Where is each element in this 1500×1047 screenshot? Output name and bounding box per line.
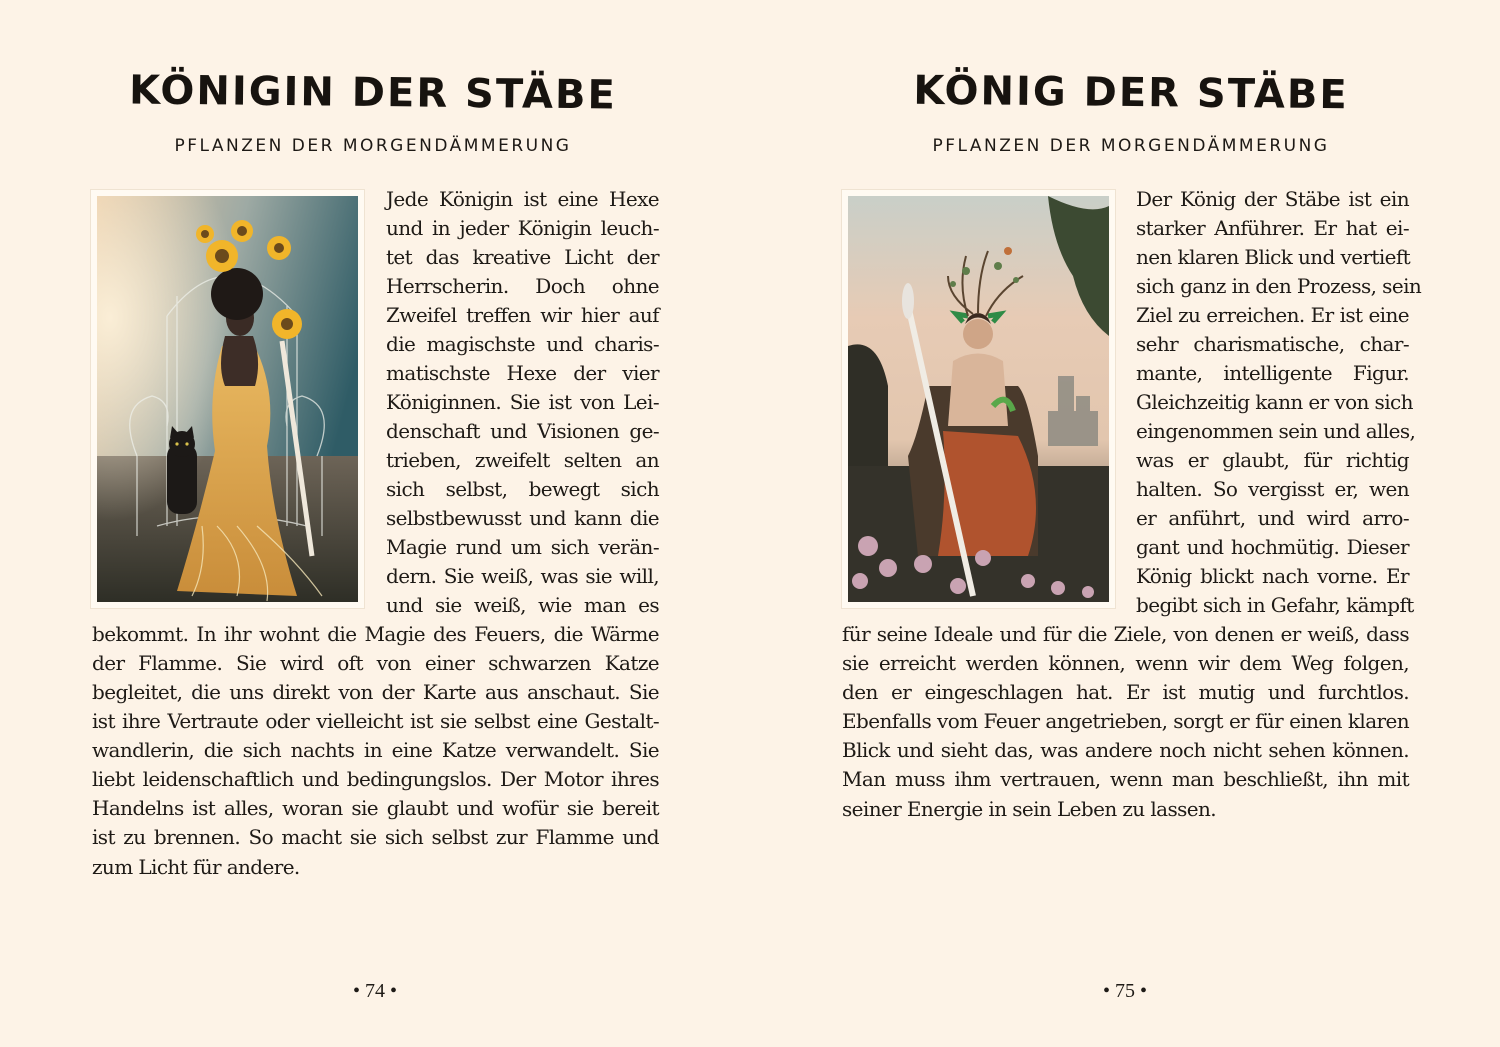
body-text-line: sich selbst, bewegt sich: [386, 477, 659, 501]
body-text-line: die magischste und charis-: [386, 332, 659, 356]
tarot-card-queen-of-wands: [91, 190, 364, 608]
body-text-line: den er eingeschlagen hat. Er ist mutig und furchtlos.: [842, 680, 1409, 704]
body-text-line: Ebenfalls vom Feuer angetrieben, sorgt er für einen klaren: [842, 709, 1409, 733]
body-text-line: begibt sich in Gefahr, kämpft: [1136, 593, 1414, 617]
body-text-line: Gleichzeitig kann er von sich: [1136, 390, 1413, 414]
body-text-line: sich ganz in den Prozess, sein: [1136, 274, 1422, 298]
body-text-line: Zweifel treffen wir hier auf: [386, 303, 659, 327]
body-text-line: sehr charismatische, char-: [1136, 332, 1409, 356]
body-text-line: liebt leidenschaftlich und bedingungslos. Der Motor ihres: [92, 767, 659, 791]
tarot-card-king-of-wands: [842, 190, 1115, 608]
body-text-line: nen klaren Blick und vertieft: [1136, 245, 1411, 269]
body-text-line: Magie rund um sich verän-: [386, 535, 659, 559]
body-text-line: für seine Ideale und für die Ziele, von denen er weiß, dass: [842, 622, 1409, 646]
body-text-line: Ziel zu erreichen. Er ist eine: [1136, 303, 1409, 327]
body-text-line: und sie weiß, wie man es: [386, 593, 659, 617]
body-text-line: tet das kreative Licht der: [386, 245, 659, 269]
body-text-line: matischste Hexe der vier: [386, 361, 659, 385]
body-text-line: selbstbewusst und kann die: [386, 506, 659, 530]
body-text-line: gant und hochmütig. Dieser: [1136, 535, 1409, 559]
body-text-line: was er glaubt, für richtig: [1136, 448, 1409, 472]
body-text-line: ist zu brennen. So macht sie sich selbst zur Flamme und: [92, 825, 659, 849]
page-number: • 74 •: [352, 980, 397, 1002]
body-text-line: der Flamme. Sie wird oft von einer schwarzen Katze: [92, 651, 659, 675]
body-text-line: ist ihre Vertraute oder vielleicht ist sie selbst eine Gestalt-: [92, 709, 659, 733]
body-text-line: wandlerin, die sich nachts in eine Katze verwandelt. Sie: [92, 738, 659, 762]
body-text-line: bekommt. In ihr wohnt die Magie des Feuers, die Wärme: [92, 622, 659, 646]
body-text-line: Herrscherin. Doch ohne: [386, 274, 659, 298]
body-text-line: halten. So vergisst er, wen: [1136, 477, 1409, 501]
page-number: • 75 •: [1102, 980, 1147, 1002]
body-text-line: König blickt nach vorne. Er: [1136, 564, 1409, 588]
body-text-line: eingenommen sein und alles,: [1136, 419, 1416, 443]
body-text-line: dern. Sie weiß, was sie will,: [386, 564, 659, 588]
body-text-line: sie erreicht werden können, wenn wir dem Weg folgen,: [842, 651, 1409, 675]
body-text-line: und in jeder Königin leuch-: [386, 216, 659, 240]
body-text-line: seiner Energie in sein Leben zu lassen.: [842, 797, 1217, 821]
body-text-line: Blick und sieht das, was andere noch nicht sehen können.: [842, 738, 1409, 762]
body-text-line: zum Licht für andere.: [92, 855, 300, 879]
king-illustration: [848, 196, 1109, 602]
body-text-line: denschaft und Visionen ge-: [386, 419, 659, 443]
body-text-line: Der König der Stäbe ist ein: [1136, 187, 1409, 211]
body-text-line: starker Anführer. Er hat ei-: [1136, 216, 1409, 240]
queen-illustration: [97, 196, 358, 602]
page-subtitle: PFLANZEN DER MORGENDÄMMERUNG: [174, 136, 572, 156]
card-illustration: [848, 196, 1109, 602]
body-text-line: trieben, zweifelt selten an: [386, 448, 659, 472]
right-page: [750, 0, 1500, 1047]
body-text-line: Jede Königin ist eine Hexe: [386, 187, 659, 211]
body-text-line: Königinnen. Sie ist von Lei-: [386, 390, 659, 414]
card-illustration: [97, 196, 358, 602]
body-text-line: mante, intelligente Figur.: [1136, 361, 1409, 385]
page-subtitle: PFLANZEN DER MORGENDÄMMERUNG: [932, 136, 1330, 156]
page-title: KÖNIGIN DER STÄBE: [128, 67, 618, 119]
body-text-line: Man muss ihm vertrauen, wenn man beschließt, ihn mit: [842, 767, 1409, 791]
body-text-line: begleitet, die uns direkt von der Karte aus anschaut. Sie: [92, 680, 659, 704]
black-cat: [167, 426, 197, 514]
page-title: KÖNIG DER STÄBE: [913, 67, 1349, 119]
body-text-line: Handelns ist alles, woran sie glaubt und wofür sie bereit: [92, 796, 659, 820]
body-text-line: er anführt, und wird arro-: [1136, 506, 1409, 530]
